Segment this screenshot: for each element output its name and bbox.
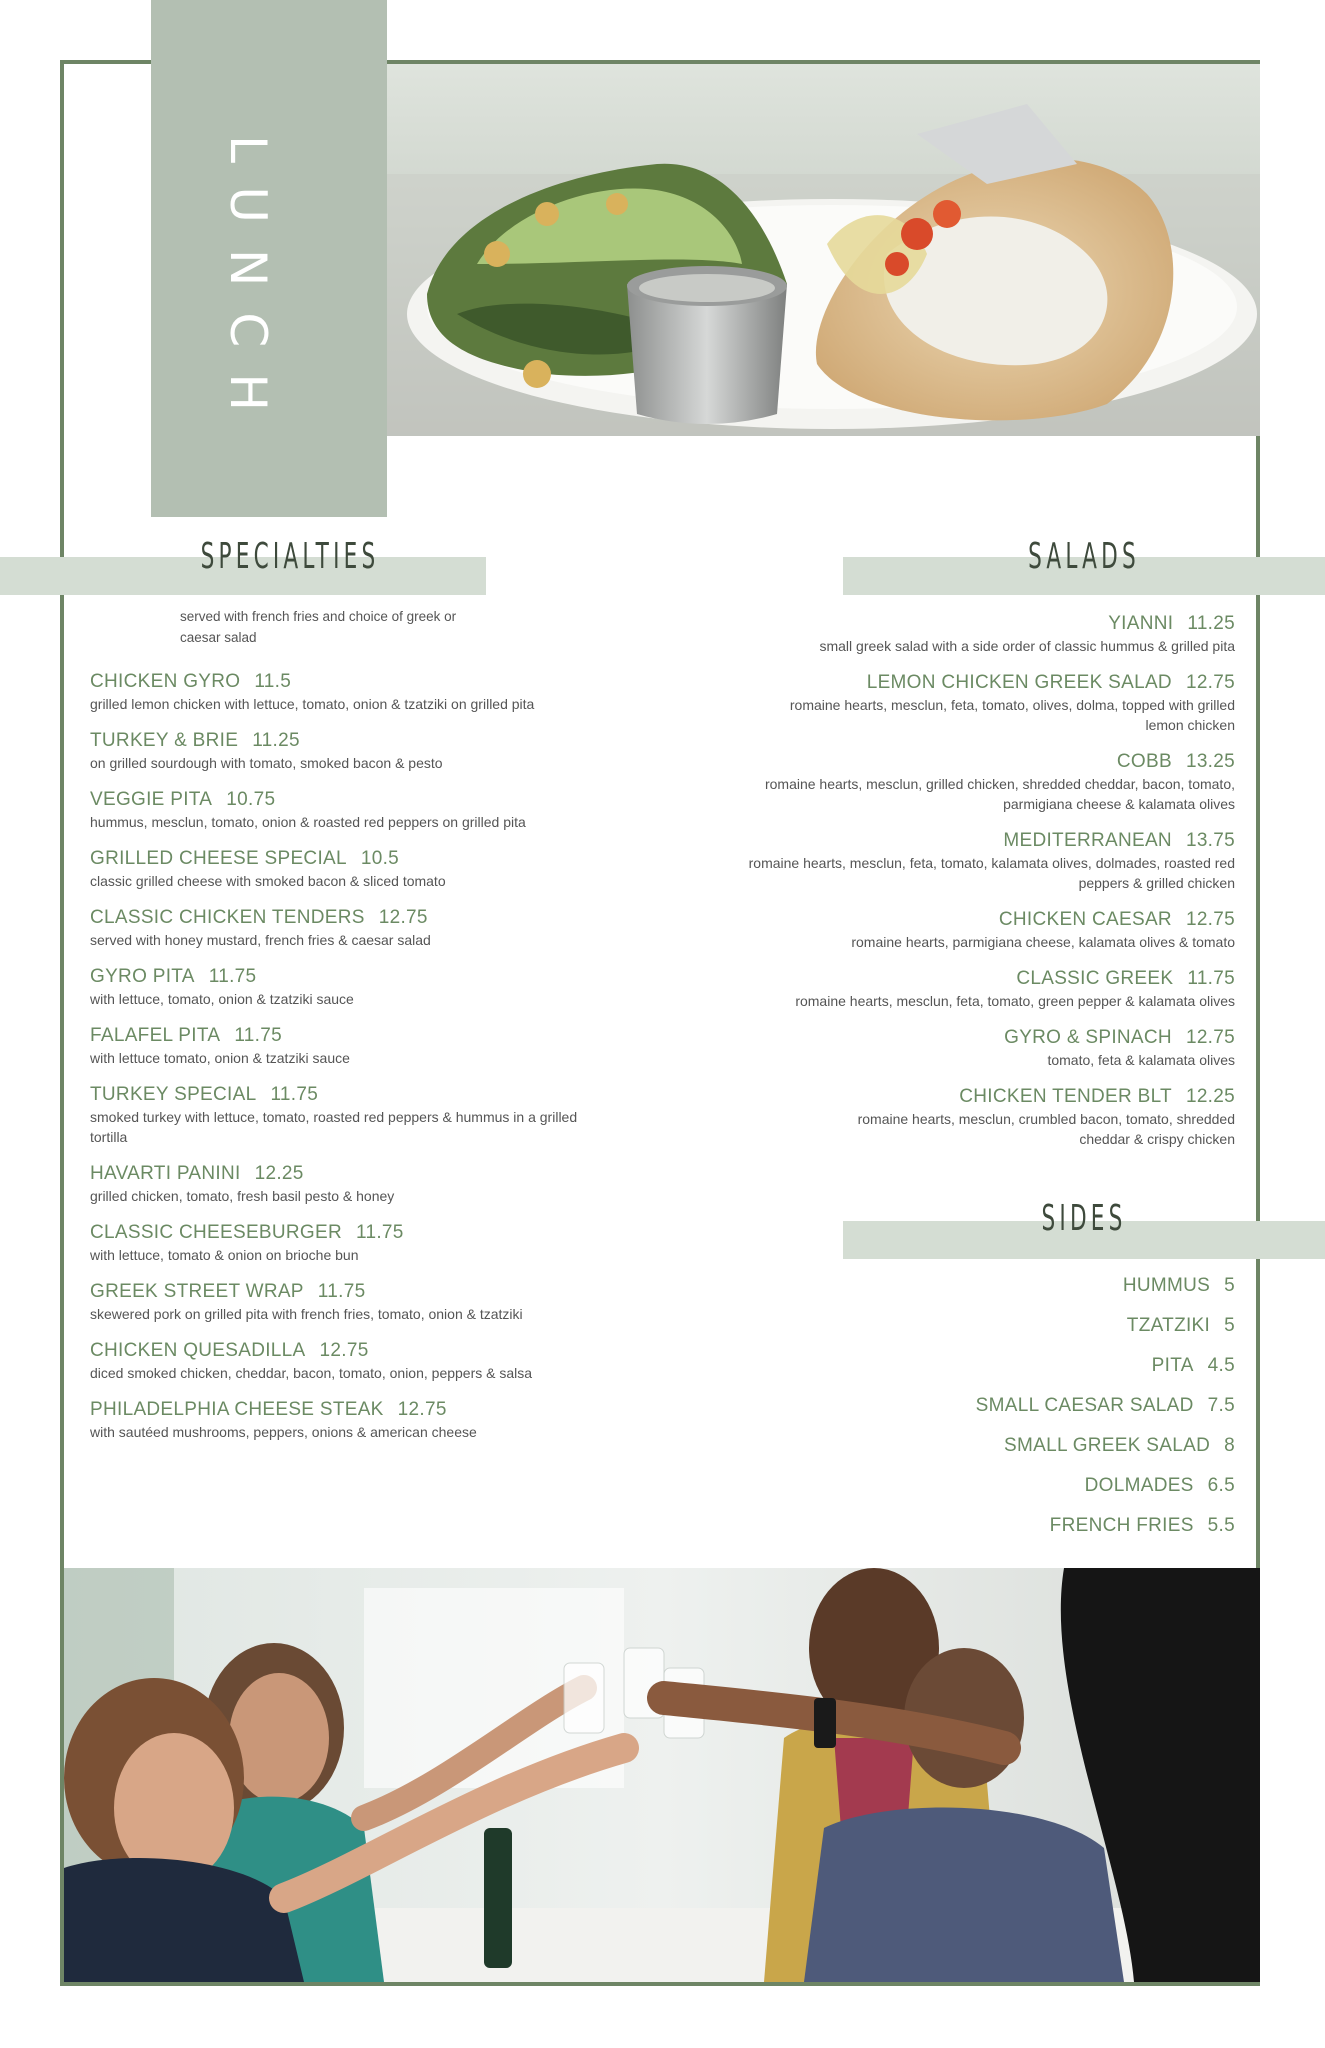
item-description: grilled lemon chicken with lettuce, tomato, onion & tzatziki on grilled pita [90, 696, 535, 712]
side-item [735, 1434, 1235, 1474]
item-name: HUMMUS [1122, 1275, 1211, 1296]
item-name: CHICKEN GYRO [90, 671, 241, 692]
menu-item [90, 1083, 690, 1147]
people-toast-photo [64, 1568, 1260, 1982]
item-price: 12.75 [378, 907, 428, 928]
specialties-list [90, 670, 690, 1457]
menu-item [675, 908, 1235, 952]
menu-item [675, 671, 1235, 735]
item-price: 6.5 [1207, 1475, 1235, 1496]
item-price: 10.75 [226, 789, 276, 810]
item-description: romaine hearts, mesclun, crumbled bacon, tomato, shredded cheddar & crispy chicken [857, 1111, 1235, 1147]
item-description: romaine hearts, mesclun, feta, tomato, olives, dolma, topped with grilled lemon chicken [789, 697, 1235, 733]
item-description: with sautéed mushrooms, peppers, onions & american cheese [90, 1424, 477, 1440]
item-name: SMALL GREEK SALAD [1004, 1435, 1211, 1456]
item-price: 11.75 [356, 1222, 404, 1243]
item-price: 11.75 [270, 1084, 319, 1105]
item-name: TURKEY SPECIAL [90, 1084, 257, 1105]
menu-item [90, 788, 690, 832]
item-price: 11.5 [254, 671, 292, 692]
item-description: small greek salad with a side order of classic hummus & grilled pita [819, 638, 1235, 654]
item-name: TURKEY & BRIE [90, 730, 239, 751]
menu-item [90, 1280, 690, 1324]
item-description: romaine hearts, mesclun, grilled chicken, shredded cheddar, bacon, tomato, parmigiana cheese & kalamata olives [764, 776, 1235, 812]
item-name: HAVARTI PANINI [90, 1163, 241, 1184]
item-price: 5 [1224, 1275, 1235, 1296]
item-name: GREEK STREET WRAP [90, 1281, 304, 1302]
item-name: TZATZIKI [1126, 1315, 1211, 1336]
item-description: with lettuce, tomato & onion on brioche bun [90, 1247, 359, 1263]
side-item [735, 1394, 1235, 1434]
item-description: romaine hearts, mesclun, feta, tomato, kalamata olives, dolmades, roasted red peppers & grilled chicken [748, 855, 1235, 891]
item-description: hummus, mesclun, tomato, onion & roasted red peppers on grilled pita [90, 814, 526, 830]
side-item [735, 1314, 1235, 1354]
item-name: CHICKEN CAESAR [998, 909, 1172, 930]
menu-item [675, 1026, 1235, 1070]
item-price: 12.75 [319, 1340, 369, 1361]
item-name: DOLMADES [1084, 1475, 1194, 1496]
menu-item [90, 906, 690, 950]
item-description: diced smoked chicken, cheddar, bacon, tomato, onion, peppers & salsa [90, 1365, 533, 1381]
menu-title: LUNCH [219, 135, 277, 437]
menu-item [90, 847, 690, 891]
item-description: smoked turkey with lettuce, tomato, roasted red peppers & hummus in a grilled tortilla [90, 1109, 578, 1145]
item-name: PHILADELPHIA CHEESE STEAK [90, 1399, 384, 1420]
item-name: FALAFEL PITA [90, 1025, 221, 1046]
item-price: 12.75 [1185, 909, 1235, 930]
item-price: 8 [1224, 1435, 1235, 1456]
menu-item [90, 1162, 690, 1206]
item-price: 11.75 [208, 966, 257, 987]
side-item [735, 1474, 1235, 1514]
item-name: SMALL CAESAR SALAD [975, 1395, 1194, 1416]
item-price: 5.5 [1207, 1515, 1235, 1536]
item-description: romaine hearts, mesclun, feta, tomato, green pepper & kalamata olives [795, 993, 1235, 1009]
menu-item [675, 829, 1235, 893]
item-description: romaine hearts, parmigiana cheese, kalamata olives & tomato [851, 934, 1235, 950]
item-name: GYRO PITA [90, 966, 195, 987]
item-price: 5 [1224, 1315, 1235, 1336]
item-price: 11.25 [1187, 613, 1235, 634]
item-description: on grilled sourdough with tomato, smoked bacon & pesto [90, 755, 443, 771]
menu-item [90, 1339, 690, 1383]
item-name: VEGGIE PITA [90, 789, 213, 810]
menu-item [90, 729, 690, 773]
item-price: 13.25 [1185, 751, 1235, 772]
item-name: COBB [1116, 751, 1172, 772]
salads-title: SALADS [1028, 536, 1140, 577]
item-description: skewered pork on grilled pita with french fries, tomato, onion & tzatziki [90, 1306, 523, 1322]
item-price: 11.75 [1187, 968, 1235, 989]
menu-item [675, 750, 1235, 814]
menu-item [675, 1085, 1235, 1149]
item-price: 7.5 [1207, 1395, 1235, 1416]
specialties-note: served with french fries and choice of greek or caesar salad [180, 609, 457, 645]
item-price: 12.75 [1185, 672, 1235, 693]
item-price: 12.75 [397, 1399, 447, 1420]
item-description: with lettuce, tomato, onion & tzatziki sauce [90, 991, 354, 1007]
item-price: 11.75 [317, 1281, 366, 1302]
item-name: YIANNI [1108, 613, 1174, 634]
item-name: GRILLED CHEESE SPECIAL [90, 848, 347, 869]
side-item [735, 1354, 1235, 1394]
item-name: CHICKEN QUESADILLA [90, 1340, 306, 1361]
item-price: 10.5 [360, 848, 400, 869]
item-description: classic grilled cheese with smoked bacon & sliced tomato [90, 873, 446, 889]
menu-item [90, 1024, 690, 1068]
item-description: grilled chicken, tomato, fresh basil pesto & honey [90, 1188, 395, 1204]
item-name: MEDITERRANEAN [1003, 830, 1172, 851]
item-name: CHICKEN TENDER BLT [959, 1086, 1172, 1107]
item-name: CLASSIC CHEESEBURGER [90, 1222, 343, 1243]
side-item [735, 1274, 1235, 1314]
item-name: PITA [1151, 1355, 1194, 1376]
item-price: 4.5 [1207, 1355, 1235, 1376]
item-price: 12.75 [1185, 1027, 1235, 1048]
item-name: CLASSIC GREEK [1016, 968, 1174, 989]
item-price: 11.75 [234, 1025, 282, 1046]
menu-item [675, 612, 1235, 656]
side-item [735, 1514, 1235, 1554]
item-name: LEMON CHICKEN GREEK SALAD [866, 672, 1172, 693]
menu-item [90, 1398, 690, 1442]
sides-title: SIDES [1041, 1198, 1127, 1239]
item-description: with lettuce tomato, onion & tzatziki sauce [90, 1050, 350, 1066]
item-description: served with honey mustard, french fries & caesar salad [90, 932, 431, 948]
salads-list [675, 612, 1235, 1164]
item-name: GYRO & SPINACH [1004, 1027, 1172, 1048]
sides-list [735, 1274, 1235, 1554]
item-description: tomato, feta & kalamata olives [1047, 1052, 1235, 1068]
item-name: CLASSIC CHICKEN TENDERS [90, 907, 365, 928]
menu-item [90, 1221, 690, 1265]
item-price: 12.25 [254, 1163, 304, 1184]
item-price: 11.25 [252, 730, 300, 751]
item-name: FRENCH FRIES [1049, 1515, 1194, 1536]
item-price: 12.25 [1185, 1086, 1235, 1107]
specialties-title: SPECIALTIES [200, 536, 380, 577]
menu-item [675, 967, 1235, 1011]
menu-item [90, 670, 690, 714]
menu-item [90, 965, 690, 1009]
food-photo [387, 64, 1260, 436]
item-price: 13.75 [1185, 830, 1235, 851]
